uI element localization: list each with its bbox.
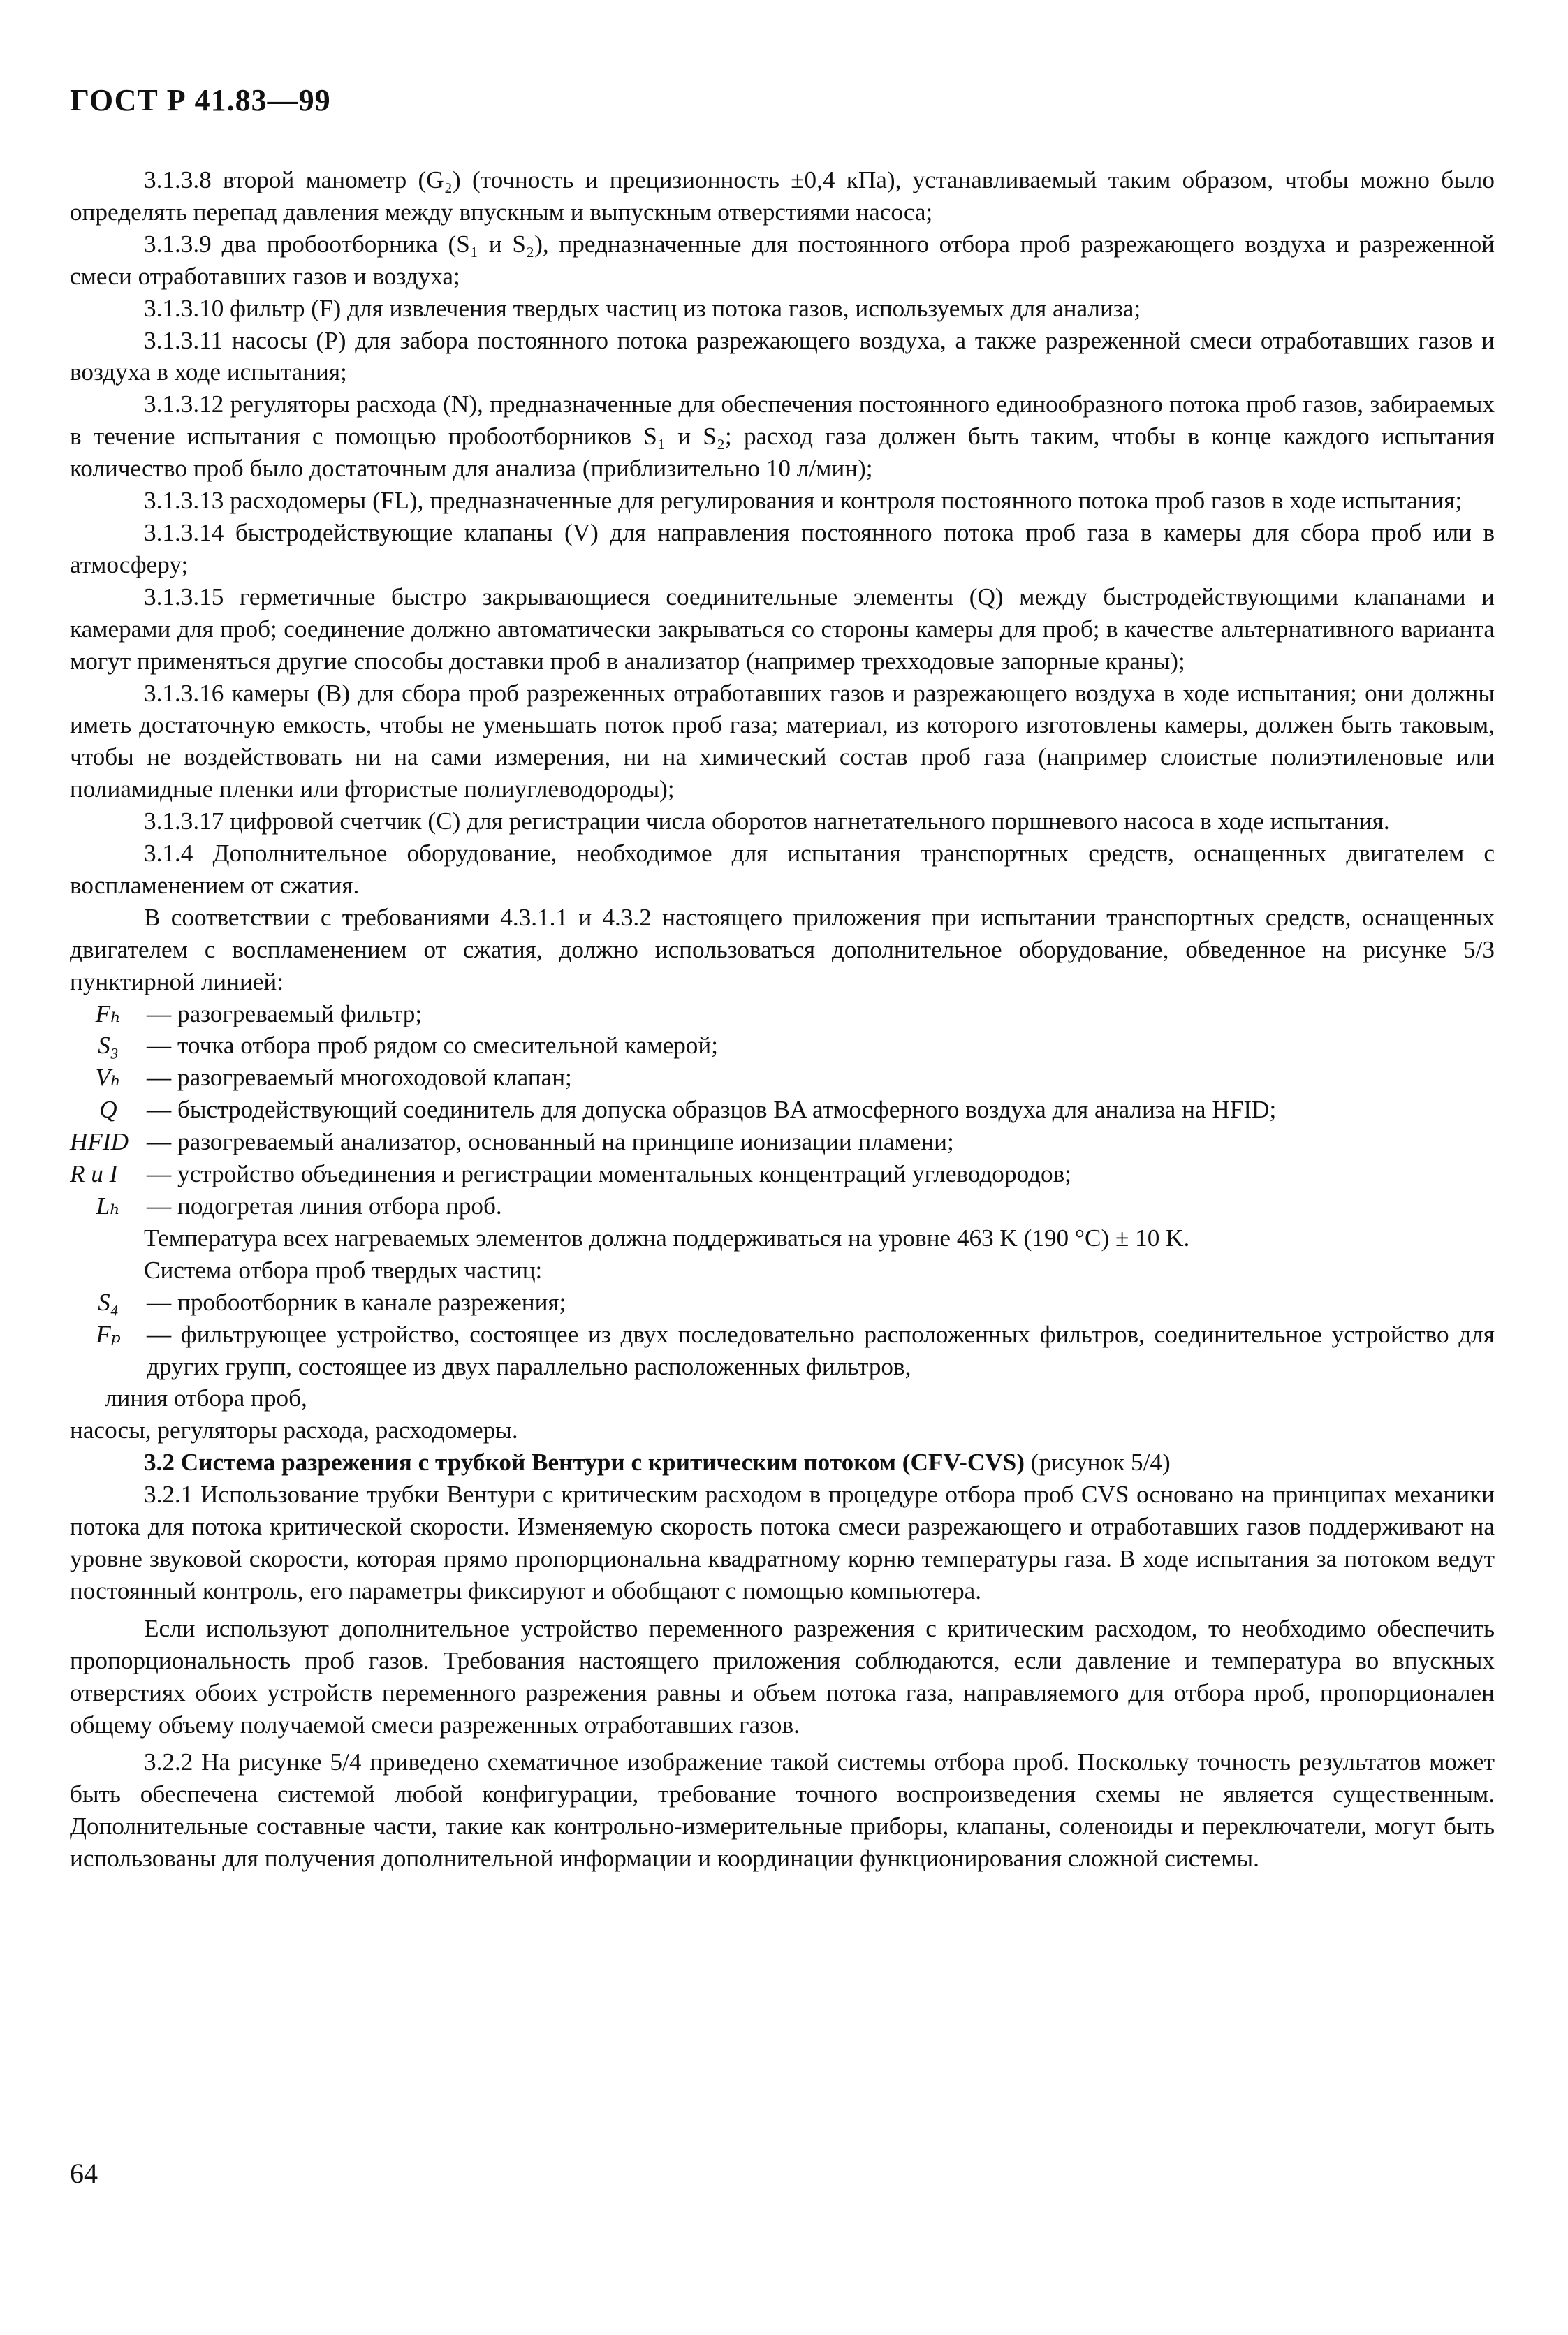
definition-text: — разогреваемый анализатор, основанный на принципе ионизации пламени; <box>147 1128 954 1156</box>
definition-symbol: Q <box>99 1096 117 1124</box>
definition-symbol: Vₕ <box>95 1064 122 1092</box>
particulate-definition-list <box>70 1287 1495 1383</box>
paragraph-3-2-1: 3.2.1 Использование трубки Вентури с критическим расходом в процедуре отбора проб CVS основано на принципах механики потока для потока критической скорости. Изменяемую скорость потока смеси разрежающего и отработавших газов поддерживают на уровне звуковой скорости, которая прямо пропорциональна квадратному корню температуры газа. В ходе испытания за потоком ведут постоянный контроль, его параметры фиксируют и обобщают с помощью компьютера. <box>70 1481 1495 1604</box>
paragraph-3-2-2: 3.2.2 На рисунке 5/4 приведено схематичное изображение такой системы отбора проб. Поскольку точность результатов может быть обеспечена системой любой конфигурации, требование точного воспроизведения схемы не является существенным. Дополнительные составные части, такие как контрольно-измерительные приборы, клапаны, соленоиды и переключатели, могут быть использованы для получения дополнительной информации и координации функционирования сложной системы. <box>70 1748 1495 1873</box>
document-body <box>70 164 1495 1875</box>
definition-item <box>70 1287 1495 1319</box>
definition-symbol: Fₕ <box>95 1000 122 1027</box>
paragraph-3-1-3-12: 3.1.3.12 регуляторы расхода (N), предназначенные для обеспечения постоянного единообразного потока проб газов, забираемых в течение испытания с помощью пробоотборников S₁ и S₂; расход газа должен быть таким, чтобы в конце каждого испытания количество проб было достаточным для анализа (приблизительно 10 л/мин); <box>70 390 1495 483</box>
paragraph-3-1-3-9: 3.1.3.9 два пробоотборника (S₁ и S₂), предназначенные для постоянного отбора проб разрежающего воздуха и разреженной смеси отработавших газов и воздуха; <box>70 230 1495 290</box>
page-number: 64 <box>70 2158 98 2189</box>
definition-text: — разогреваемый многоходовой клапан; <box>147 1064 572 1092</box>
particulate-intro: Система отбора проб твердых частиц: <box>144 1256 543 1284</box>
definition-list <box>70 998 1495 1222</box>
definition-text: — пробоотборник в канале разрежения; <box>147 1288 566 1316</box>
paragraph-3-2-1-cont: Если используют дополнительное устройство переменного разрежения с критическим расходом, то необходимо обеспечить пропорциональность проб газов. Требования настоящего приложения соблюдаются, если давление и температура во впускных отверстиях обоих устройств переменного разрежения равны и объем потока газа, направляемого для отбора проб, пропорционален общему объему получаемой смеси разреженных отработавших газов. <box>70 1614 1495 1739</box>
paragraph-3-1-3-14: 3.1.3.14 быстродействующие клапаны (V) для направления постоянного потока проб газа в камеры для сбора проб или в атмосферу; <box>70 518 1495 578</box>
sampling-line-item: линия отбора проб, <box>105 1384 307 1412</box>
definition-item <box>70 1319 1495 1383</box>
paragraph-3-1-3-11: 3.1.3.11 насосы (P) для забора постоянного потока разрежающего воздуха, а также разреженной смеси отработавших газов и воздуха в ходе испытания; <box>70 326 1495 386</box>
definition-symbol: Fₚ <box>96 1320 121 1348</box>
paragraph-3-1-3-15: 3.1.3.15 герметичные быстро закрывающиеся соединительные элементы (Q) между быстродействующими клапанами и камерами для проб; соединение должно автоматически закрываться со стороны камеры для проб; в качестве альтернативного варианта могут применяться другие способы доставки проб в анализатор (например трехходовые запорные краны); <box>70 583 1495 675</box>
definition-text: — точка отбора проб рядом со смесительной камерой; <box>147 1032 719 1060</box>
definition-symbol: HFID <box>70 1128 129 1156</box>
definition-symbol: R и I <box>70 1160 118 1188</box>
definition-text: — фильтрующее устройство, состоящее из двух последовательно расположенных фильтров, соединительное устройство для других групп, состоящее из двух параллельно расположенных фильтров, <box>147 1320 1495 1380</box>
document-header: ГОСТ Р 41.83—99 <box>70 83 331 117</box>
paragraph-3-1-3-13: 3.1.3.13 расходомеры (FL), предназначенные для регулирования и контроля постоянного потока проб газов в ходе испытания; <box>144 487 1463 515</box>
pumps-line-item: насосы, регуляторы расхода, расходомеры. <box>70 1417 518 1444</box>
definition-text: — устройство объединения и регистрации моментальных концентраций углеводородов; <box>147 1160 1071 1188</box>
definition-symbol: Lₕ <box>96 1192 121 1220</box>
definition-text: — быстродействующий соединитель для допуска образцов BA атмосферного воздуха для анализа на HFID; <box>147 1096 1277 1124</box>
section-heading-ref: (рисунок 5/4) <box>1030 1449 1171 1477</box>
definition-item <box>70 1062 1495 1094</box>
definition-item <box>70 1094 1495 1126</box>
definition-symbol: S₄ <box>98 1288 119 1316</box>
definition-item <box>70 1190 1495 1222</box>
paragraph-3-1-4: 3.1.4 Дополнительное оборудование, необходимое для испытания транспортных средств, оснащенных двигателем с воспламенением от сжатия. <box>70 840 1495 899</box>
definition-item <box>70 1030 1495 1062</box>
paragraph-3-1-3-17: 3.1.3.17 цифровой счетчик (C) для регистрации числа оборотов нагнетательного поршневого насоса в ходе испытания. <box>144 807 1390 835</box>
definition-text: — подогретая линия отбора проб. <box>147 1192 502 1220</box>
section-heading-text: 3.2 Система разрежения с трубкой Вентури с критическим потоком (CFV-CVS) <box>144 1449 1025 1477</box>
definition-item <box>70 1158 1495 1190</box>
definition-text: — разогреваемый фильтр; <box>147 1000 423 1027</box>
temperature-note: Температура всех нагреваемых элементов должна поддерживаться на уровне 463 K (190 °C) ± 10 K. <box>144 1224 1190 1252</box>
paragraph-3-1-3-10: 3.1.3.10 фильтр (F) для извлечения твердых частиц из потока газов, используемых для анализа; <box>144 294 1141 322</box>
paragraph-3-1-3-8: 3.1.3.8 второй манометр (G₂) (точность и прецизионность ±0,4 кПа), устанавливаемый таким образом, чтобы можно было определять перепад давления между впускным и выпускным отверстиями насоса; <box>70 166 1495 226</box>
definition-symbol: S₃ <box>98 1032 119 1060</box>
section-3-2-heading <box>70 1447 1495 1479</box>
paragraph-additional-equipment: В соответствии с требованиями 4.3.1.1 и 4.3.2 настоящего приложения при испытании транспортных средств, оснащенных двигателем с воспламенением от сжатия, должно использоваться дополнительное оборудование, обведенное на рисунке 5/3 пунктирной линией: <box>70 903 1495 995</box>
paragraph-3-1-3-16: 3.1.3.16 камеры (B) для сбора проб разреженных отработавших газов и разрежающего воздуха в ходе испытания; они должны иметь достаточную емкость, чтобы не уменьшать поток проб газа; материал, из которого изготовлены камеры, должен быть таковым, чтобы не воздействовать ни на сами измерения, ни на химический состав проб газа (например слоистые полиэтиленовые или полиамидные пленки или фтористые полиуглеводороды); <box>70 679 1495 803</box>
definition-item <box>70 998 1495 1030</box>
definition-item <box>70 1126 1495 1158</box>
